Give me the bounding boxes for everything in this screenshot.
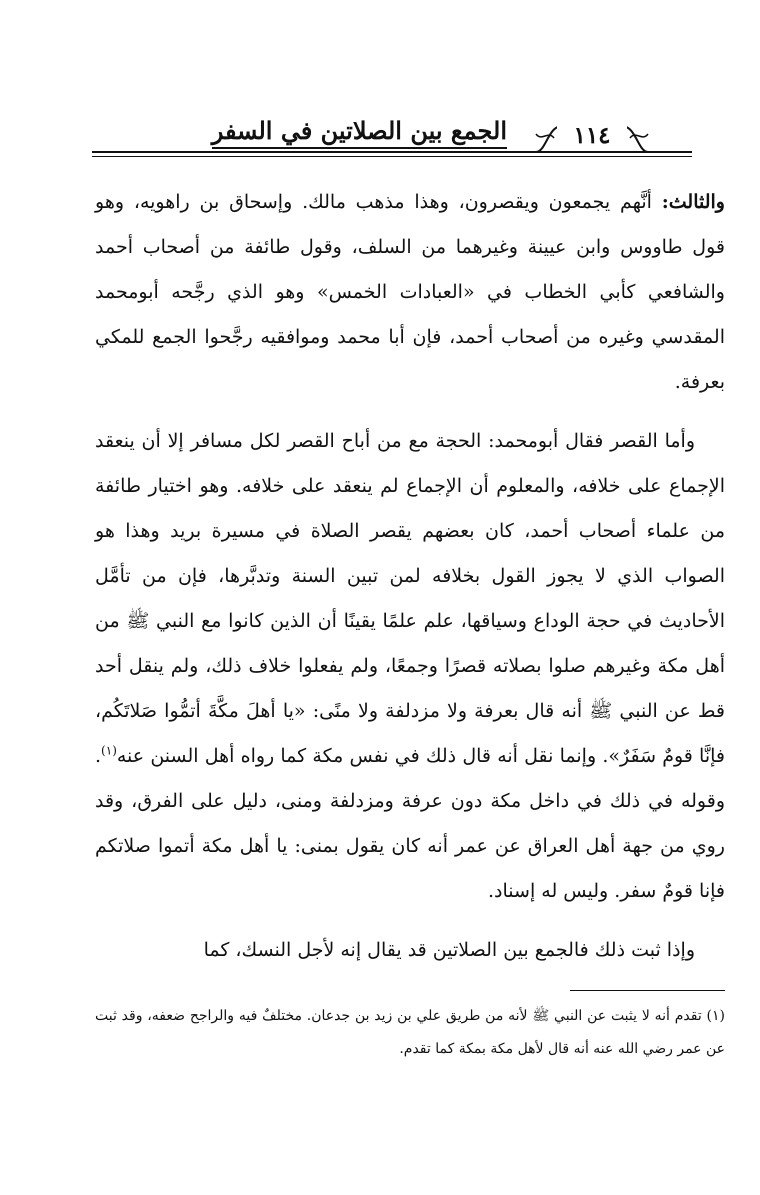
paragraph-lead: والثالث: [661,191,725,213]
paragraph-text: أنَّهم يجمعون ويقصرون، وهذا مذهب مالك. وإسحاق بن راهويه، وهو قول طاووس وابن عيينة وغيرهما من السلف، وقول طائفة من أصحاب أحمد والشافعي كأبي الخطاب في «العبادات الخمس» وهو الذي رجَّحه أبومحمد المقدسي وغيره من أصحاب أحمد، فإن أبا محمد وموافقيه رجَّحوا الجمع للمكي بعرفة. [95,191,725,393]
main-text [95,180,725,987]
paragraph-3 [95,928,725,973]
paragraph-2 [95,419,725,914]
footnotes [95,1000,725,1066]
paragraph-1 [95,180,725,405]
paragraph-text: . وقوله في ذلك في داخل مكة دون عرفة ومزدلفة ومنى، دليل على الفرق، وقد روي من جهة أهل العراق عن عمر أنه كان يقول بمنى: يا أهل مكة أتموا صلاتكم فإنا قومٌ سفر. وليس له إسناد. [95,745,725,902]
page-number: ١١٤ [557,122,627,149]
running-header [92,112,692,162]
paragraph-text: وأما القصر فقال أبومحمد: الحجة مع من أباح القصر لكل مسافر إلا أن ينعقد الإجماع على خلافه، والمعلوم أن الإجماع لم ينعقد على خلافه. وهو اختيار طائفة من علماء أصحاب أحمد، كان بعضهم يقصر الصلاة في مسيرة بريد وهذا هو الصواب الذي لا يجوز القول بخلافه لمن تبين السنة وتدبَّرها، فإن من تأمَّل الأحاديث في حجة الوداع وسياقها، علم علمًا يقينًا أن الذين كانوا مع النبي ﷺ من أهل مكة وغيرهم صلوا بصلاته قصرًا وجمعًا، ولم يفعلوا خلاف ذلك، ولم ينقل أحد قط عن النبي ﷺ أنه قال بعرفة ولا مزدلفة ولا منًى: «يا أهلَ مكَّةَ أتمُّوا صَلاتَكُم، فإنَّا قومٌ سَفَرٌ». وإنما نقل أنه قال ذلك في نفس مكة كما رواه أهل السنن عنه [95,430,725,767]
footnote-separator [570,990,725,991]
paragraph-text: وإذا ثبت ذلك فالجمع بين الصلاتين قد يقال إنه لأجل النسك، كما [203,939,695,961]
page-number-ornament [532,118,652,158]
footnote-1: (١) تقدم أنه لا يثبت عن النبي ﷺ لأنه من طريق علي بن زيد بن جدعان. مختلفٌ فيه والراجح ضعفه، وقد ثبت عن عمر رضي الله عنه أنه قال لأهل مكة بمكة كما تقدم. [95,1008,725,1057]
footnote-reference[interactable]: (١) [101,743,117,758]
running-title: الجمع بين الصلاتين في السفر [212,116,507,149]
